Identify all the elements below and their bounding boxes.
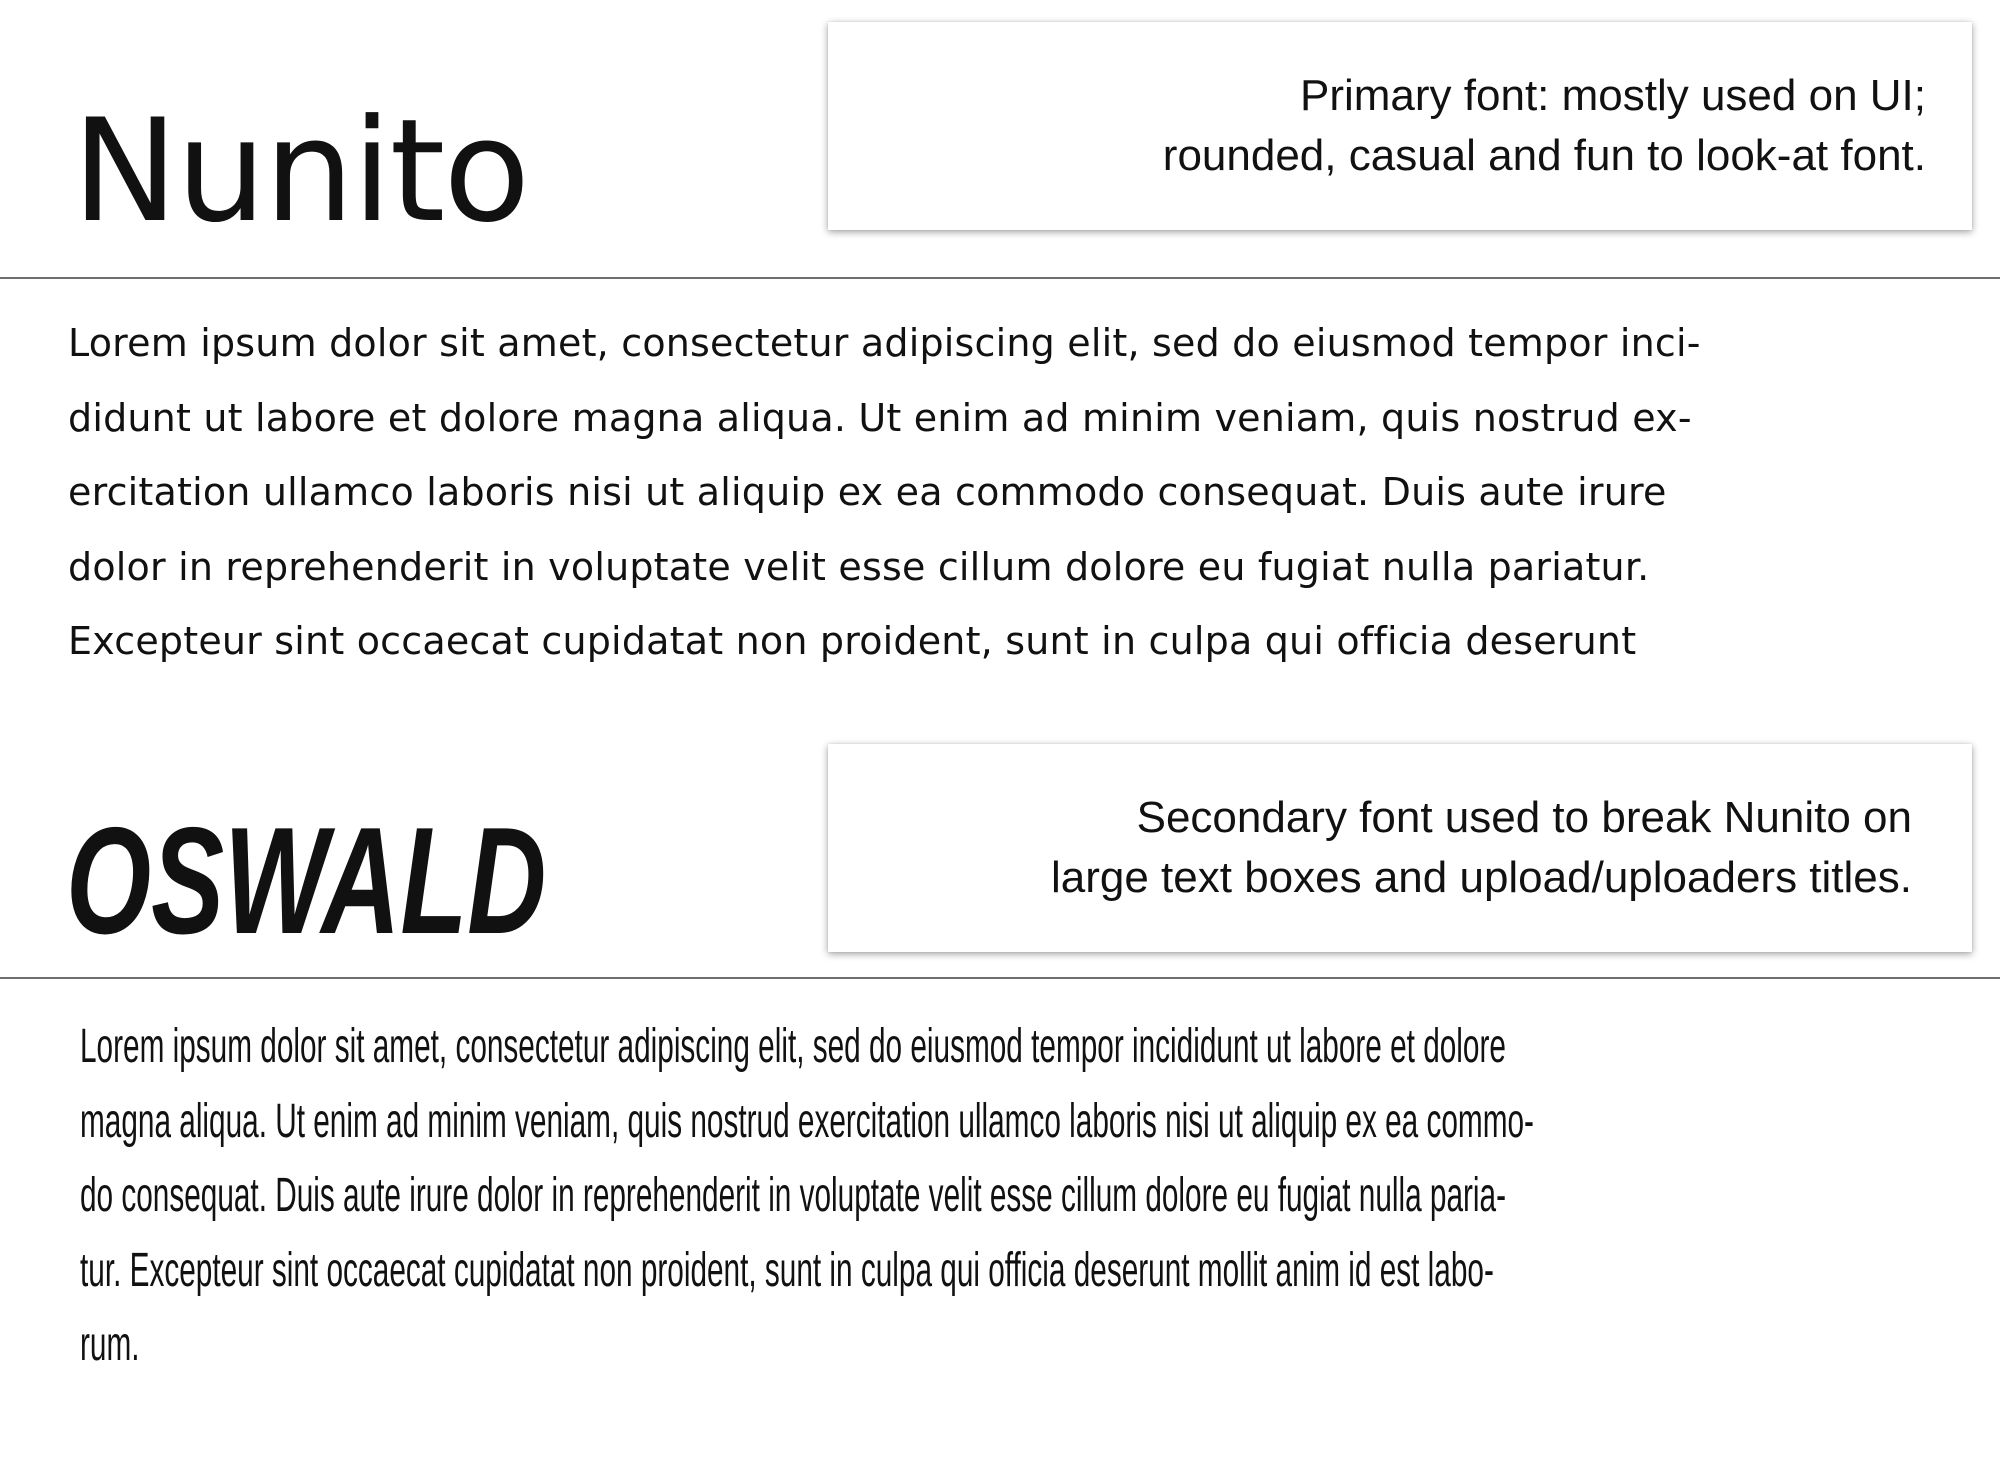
font-sample-paragraph — [80, 1010, 1534, 1383]
font-title: Nunito — [72, 89, 529, 254]
font-title: OSWALD — [66, 796, 547, 966]
font-description-box — [828, 744, 1972, 952]
sample-line: tur. Excepteur sint occaecat cupidatat non proident, sunt in culpa qui officia deserunt mollit anim id est labo- — [80, 1243, 1494, 1297]
sample-line: Excepteur sint occaecat cupidatat non proident, sunt in culpa qui officia deserunt — [68, 619, 1637, 663]
sample-line: do consequat. Duis aute irure dolor in reprehenderit in voluptate velit esse cillum dolore eu fugiat nulla paria- — [80, 1169, 1506, 1222]
section-divider — [0, 277, 2000, 279]
section-divider — [0, 977, 2000, 979]
font-description-box — [828, 22, 1972, 230]
font-sample-paragraph — [68, 306, 1701, 679]
font-description-line: Secondary font used to break Nunito on — [1136, 793, 1912, 842]
sample-line: rum. — [80, 1318, 140, 1371]
sample-line: Lorem ipsum dolor sit amet, consectetur adipiscing elit, sed do eiusmod tempor incididunt ut labore et dolore — [80, 1020, 1506, 1073]
font-description-line: Primary font: mostly used on UI; — [1300, 71, 1926, 120]
font-description-line: large text boxes and upload/uploaders titles. — [1050, 853, 1912, 902]
sample-line: magna aliqua. Ut enim ad minim veniam, quis nostrud exercitation ullamco laboris nisi ut aliquip ex ea commo- — [80, 1094, 1534, 1148]
font-section-primary — [0, 0, 2000, 700]
sample-line: didunt ut labore et dolore magna aliqua. Ut enim ad minim veniam, quis nostrud ex- — [68, 395, 1692, 440]
font-description-line: rounded, casual and fun to look-at font. — [1162, 131, 1926, 180]
sample-line: ercitation ullamco laboris nisi ut aliquip ex ea commodo consequat. Duis aute irure — [68, 470, 1667, 514]
font-section-secondary — [0, 720, 2000, 1440]
sample-line: dolor in reprehenderit in voluptate velit esse cillum dolore eu fugiat nulla pariatur. — [68, 544, 1650, 589]
sample-line: Lorem ipsum dolor sit amet, consectetur adipiscing elit, sed do eiusmod tempor inci- — [68, 321, 1701, 365]
